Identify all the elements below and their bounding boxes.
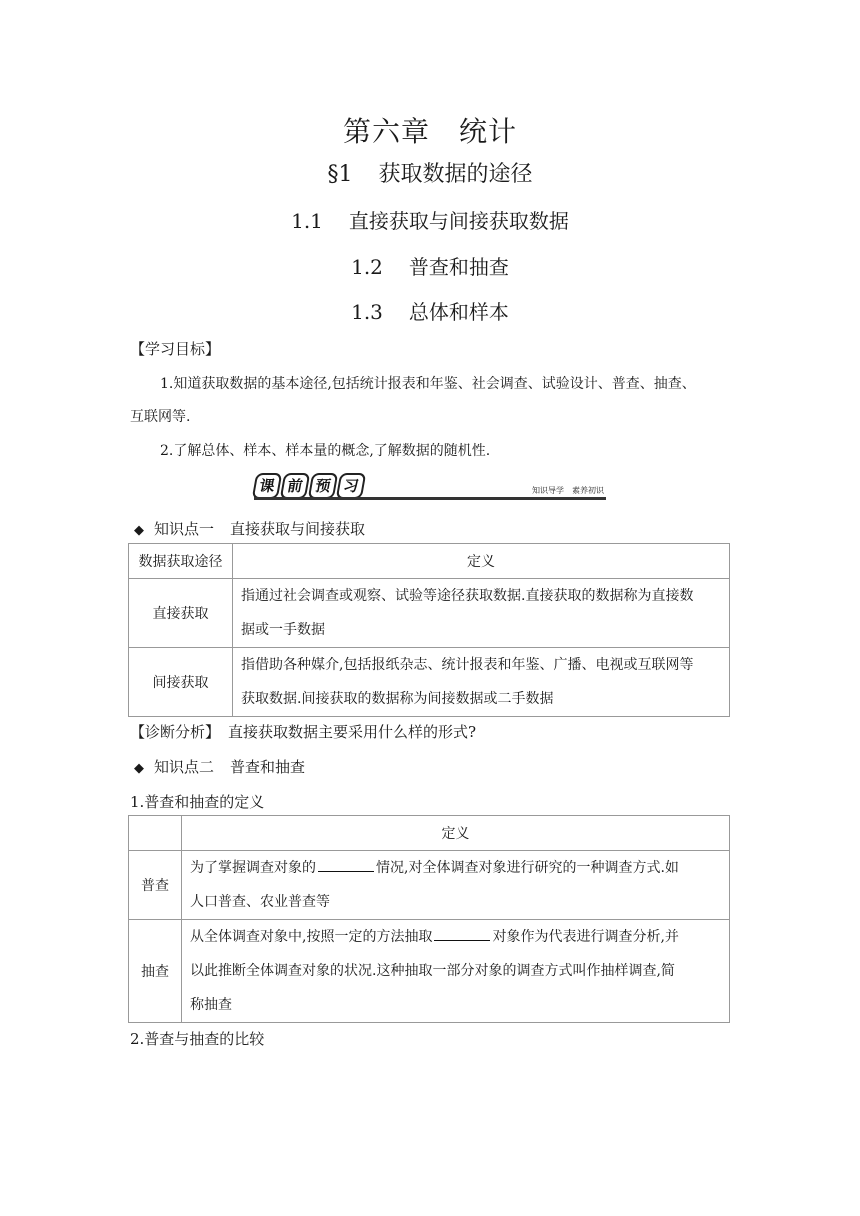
table-row-label: 直接获取 [129, 579, 233, 648]
point-title: 直接获取与间接获取 [230, 520, 366, 538]
table-row [129, 544, 730, 579]
banner-char: 课 [252, 473, 283, 499]
cell-line: 指借助各种媒介,包括报纸杂志、统计报表和年鉴、广播、电视或互联网等 [241, 657, 694, 673]
subheading-comparison: 2.普查与抽查的比较 [130, 1030, 265, 1048]
table-cell [182, 920, 730, 1023]
cell-text: 从全体调查对象中,按照一定的方法抽取 [190, 929, 433, 945]
table-row-label: 普查 [129, 851, 182, 920]
fill-in-blank[interactable] [318, 870, 374, 872]
diagnosis-label: 【诊断分析】 [130, 723, 221, 741]
table-header-cell: 数据获取途径 [129, 544, 233, 579]
subsection-number: 1.3 [351, 300, 383, 324]
subsection-name: 普查和抽查 [408, 255, 509, 279]
subsection-name: 直接获取与间接获取数据 [348, 209, 569, 233]
point-label: 知识点二 [154, 758, 215, 776]
diamond-icon: ◆ [134, 761, 144, 776]
cell-text: 情况,对全体调查对象进行研究的一种调查方式.如 [376, 860, 679, 876]
objective-2: 2.了解总体、样本、样本量的概念,了解数据的随机性. [160, 443, 491, 459]
diagnosis [130, 721, 476, 742]
knowledge-point-2-heading [134, 756, 305, 777]
subsection-title [0, 296, 860, 325]
banner-title [254, 473, 366, 499]
subsection-title [0, 251, 860, 280]
banner-char: 习 [336, 473, 367, 499]
table-cell [233, 648, 730, 717]
subsection-title [0, 205, 860, 234]
section-number: §1 [327, 162, 353, 187]
objective-1-line-2: 互联网等. [130, 409, 191, 425]
table-row [129, 851, 730, 920]
table-header-cell [129, 816, 182, 851]
cell-line: 称抽查 [190, 997, 232, 1013]
diamond-icon: ◆ [134, 523, 144, 538]
subheading-definition: 1.普查和抽查的定义 [130, 793, 265, 811]
fill-in-blank[interactable] [434, 939, 490, 941]
cell-line: 以此推断全体调查对象的状况.这种抽取一部分对象的调查方式叫作抽样调查,简 [190, 963, 675, 979]
knowledge-point-1-heading [134, 518, 365, 539]
table-row-label: 抽查 [129, 920, 182, 1023]
point-label: 知识点一 [154, 520, 215, 538]
cell-text: 对象作为代表进行调查分析,并 [492, 929, 679, 945]
banner-char: 预 [308, 473, 339, 499]
cell-line: 人口普查、农业普查等 [190, 894, 330, 910]
section-title [0, 157, 860, 188]
objective-1-line-1: 1.知道获取数据的基本途径,包括统计报表和年鉴、社会调查、试验设计、普查、抽查、 [160, 376, 696, 392]
cell-line [190, 851, 721, 885]
table-row [129, 920, 730, 1023]
table-row [129, 648, 730, 717]
census-sampling-table [128, 815, 730, 1023]
cell-line: 据或一手数据 [241, 622, 325, 638]
cell-text: 为了掌握调查对象的 [190, 860, 316, 876]
subsection-number: 1.2 [351, 255, 383, 279]
cell-line: 获取数据.间接获取的数据称为间接数据或二手数据 [241, 691, 554, 707]
section-name: 获取数据的途径 [378, 162, 533, 187]
point-title: 普查和抽查 [230, 758, 306, 776]
subsection-name: 总体和样本 [408, 300, 509, 324]
cell-line: 指通过社会调查或观察、试验等途径获取数据.直接获取的数据称为直接数 [241, 588, 694, 604]
table-row-label: 间接获取 [129, 648, 233, 717]
table-row [129, 816, 730, 851]
banner-char: 前 [280, 473, 311, 499]
cell-line [190, 920, 721, 954]
chapter-title: 第六章 统计 [342, 115, 517, 148]
table-cell [233, 579, 730, 648]
preview-banner [254, 473, 606, 503]
subsection-number: 1.1 [291, 209, 323, 233]
banner-subtitle: 知识导学 素养初识 [532, 486, 604, 495]
table-header-cell: 定义 [182, 816, 730, 851]
objectives-heading: 【学习目标】 [130, 340, 221, 358]
table-cell [182, 851, 730, 920]
table-row [129, 579, 730, 648]
diagnosis-question: 直接获取数据主要采用什么样的形式? [228, 723, 477, 741]
data-acquisition-table [128, 543, 730, 717]
table-header-cell: 定义 [233, 544, 730, 579]
banner-rule [254, 497, 606, 500]
